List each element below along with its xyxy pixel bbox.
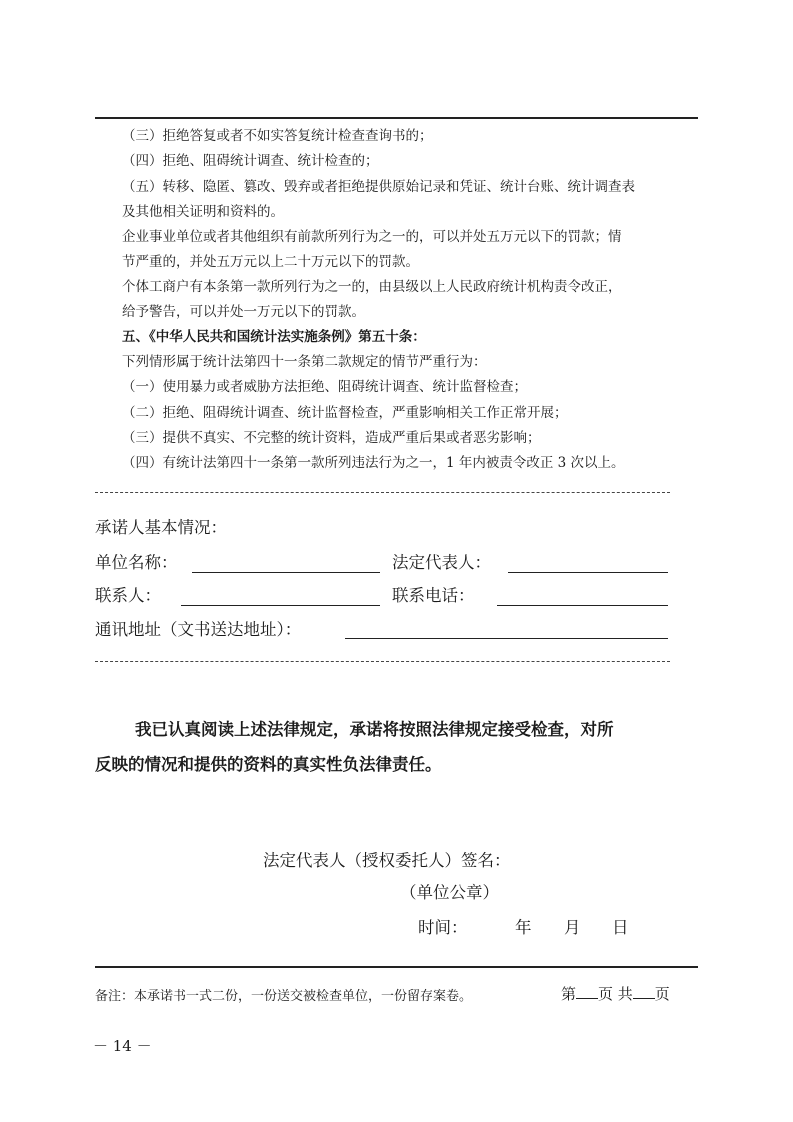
phone-label: 联系电话： — [392, 586, 475, 605]
section5-heading: 五、《中华人民共和国统计法实施条例》第五十条： — [122, 329, 426, 345]
law-item-3: （三）拒绝答复或者不如实答复统计检查查询书的； — [122, 128, 433, 144]
unit-name-field[interactable] — [192, 572, 380, 573]
dashed-divider-top — [95, 492, 670, 493]
total-pages-blank — [633, 986, 655, 999]
pledge-line1: 我已认真阅读上述法律规定，承诺将按照法律规定接受检查，对所 — [135, 720, 614, 739]
address-label: 通讯地址（文书送达地址）： — [95, 620, 302, 639]
signer-label: 法定代表人（授权委托人）签名： — [263, 851, 511, 870]
seal-label: （单位公章） — [400, 883, 499, 902]
top-rule — [95, 117, 698, 119]
section5-item3: （三）提供不真实、不完整的统计资料，造成严重后果或者恶劣影响； — [122, 430, 541, 446]
page-mid: 页 共 — [598, 985, 633, 1003]
section5-item2: （二）拒绝、阻碍统计调查、统计监督检查，严重影响相关工作正常开展； — [122, 405, 568, 421]
page-count — [561, 983, 670, 1004]
phone-field[interactable] — [497, 605, 668, 606]
dashed-divider-bottom — [95, 661, 670, 662]
bottom-rule — [95, 966, 698, 968]
page-number: － 14 － — [93, 1037, 152, 1055]
month-label: 月 — [564, 918, 581, 937]
section5-item1: （一）使用暴力或者威胁方法拒绝、阻碍统计调查、统计监督检查； — [122, 379, 527, 395]
section5-item4: （四）有统计法第四十一条第一款所列违法行为之一，1 年内被责令改正 3 次以上。 — [122, 455, 625, 471]
day-label: 日 — [612, 918, 629, 937]
page-prefix: 第 — [561, 985, 577, 1003]
address-field[interactable] — [345, 638, 668, 639]
footer-note: 备注：本承诺书一式二份，一份送交被检查单位，一份留存案卷。 — [95, 989, 473, 1004]
law-item-4: （四）拒绝、阻碍统计调查、统计检查的； — [122, 153, 379, 169]
law-enterprise-line2: 节严重的，并处五万元以上二十万元以下的罚款。 — [122, 254, 419, 270]
current-page-blank — [576, 986, 598, 999]
year-label: 年 — [515, 918, 532, 937]
time-label: 时间： — [418, 918, 468, 937]
pledge-statement — [95, 712, 701, 782]
law-item-5-line1: （五）转移、隐匿、篡改、毁弃或者拒绝提供原始记录和凭证、统计台账、统计调查表 — [122, 179, 635, 195]
pledge-line2: 反映的情况和提供的资料的真实性负法律责任。 — [95, 755, 442, 774]
contact-field[interactable] — [181, 605, 380, 606]
legal-rep-field[interactable] — [508, 572, 668, 573]
unit-name-label: 单位名称： — [95, 553, 178, 572]
promisor-heading: 承诺人基本情况： — [95, 518, 227, 537]
law-item-5-line2: 及其他相关证明和资料的。 — [122, 204, 284, 220]
legal-rep-label: 法定代表人： — [392, 553, 491, 572]
contact-label: 联系人： — [95, 586, 161, 605]
section5-intro: 下列情形属于统计法第四十一条第二款规定的情节严重行为： — [122, 354, 487, 370]
law-individual-line1: 个体工商户有本条第一款所列行为之一的，由县级以上人民政府统计机构责令改正， — [122, 279, 622, 295]
law-individual-line2: 给予警告，可以并处一万元以下的罚款。 — [122, 304, 365, 320]
law-enterprise-line1: 企业事业单位或者其他组织有前款所列行为之一的，可以并处五万元以下的罚款；情 — [122, 229, 622, 245]
page-suffix: 页 — [654, 985, 670, 1003]
